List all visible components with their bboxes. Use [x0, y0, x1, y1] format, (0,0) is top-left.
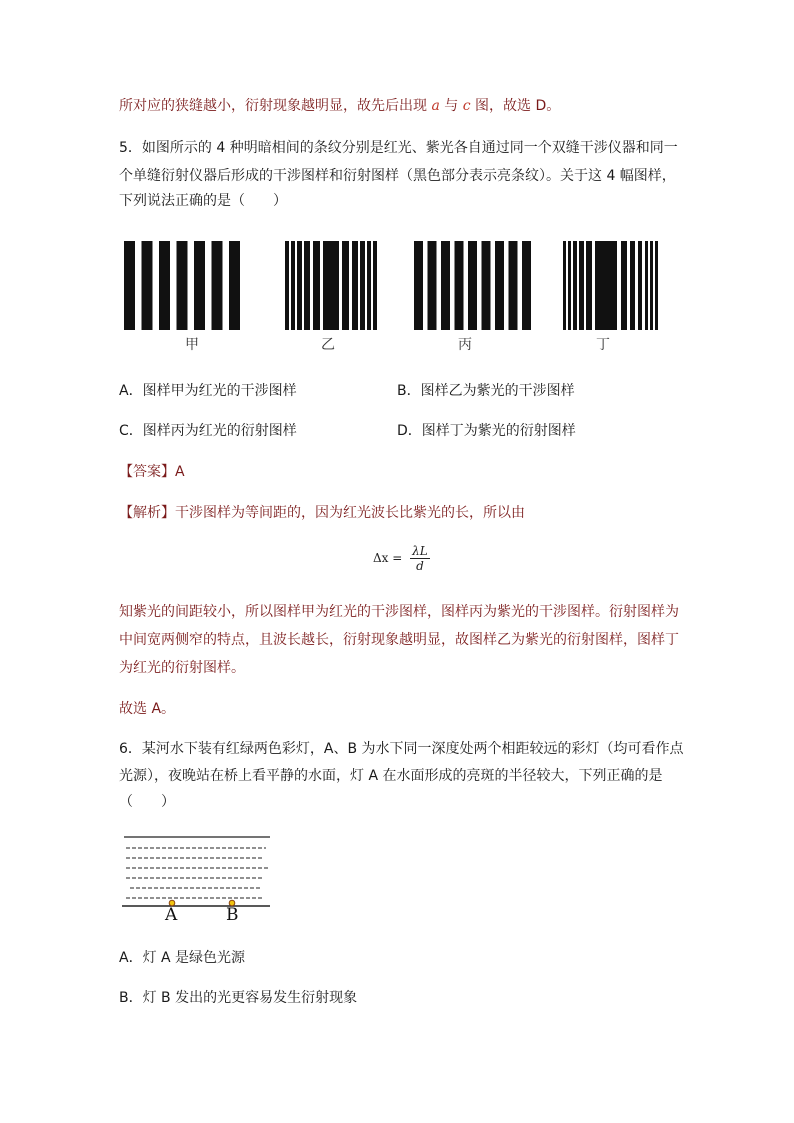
bright-fringe-bar: [124, 241, 135, 330]
figure-label-ding: 丁: [596, 337, 610, 353]
var-a: a: [431, 98, 440, 114]
river-lights-figure: [118, 828, 278, 908]
bright-fringe-bar: [313, 241, 320, 330]
bright-fringe-bar: [304, 241, 310, 330]
bright-fringe-bar: [428, 241, 437, 330]
formula-fraction: [410, 544, 430, 573]
pattern-jia: [124, 241, 240, 330]
q5-answer: [119, 462, 185, 482]
figure-label-bing: 丙: [458, 337, 472, 353]
bright-fringe-bar: [194, 241, 205, 330]
q6-line-2: 光源），夜晚站在桥上看平静的水面，灯 A 在水面形成的亮斑的半径较大，下列正确的是: [119, 768, 663, 784]
q6-option-b: B．灯 B 发出的光更容易发生衍射现象: [119, 990, 358, 1006]
formula-numerator: λL: [412, 544, 428, 558]
bright-fringe-bar: [342, 241, 349, 330]
q5-conclusion: 故选 A。: [119, 701, 176, 717]
q5-line-3: 下列说法正确的是（ ）: [119, 193, 287, 209]
bright-fringe-bar: [482, 241, 491, 330]
bright-fringe-bar: [645, 241, 648, 330]
formula-denominator: d: [416, 559, 424, 573]
formula-lhs: Δx =: [373, 551, 403, 565]
pattern-ding: [563, 241, 658, 330]
answer-value: A: [175, 464, 185, 480]
bright-fringe-bar: [595, 241, 617, 330]
q5-analysis-line-3: 中间宽两侧窄的特点，且波长越长，衍射现象越明显，故图样乙为紫光的衍射图样，图样丁: [119, 632, 679, 648]
q6-option-a: A．灯 A 是绿色光源: [119, 950, 246, 966]
bright-fringe-bar: [297, 241, 302, 330]
prev-answer-text: 与: [439, 98, 463, 114]
bright-fringe-bar: [568, 241, 571, 330]
figure-label-yi: 乙: [321, 337, 335, 353]
bright-fringe-bar: [142, 241, 153, 330]
bright-fringe-bar: [630, 241, 635, 330]
q5-option-a: A．图样甲为红光的干涉图样: [119, 383, 297, 399]
bright-fringe-bar: [522, 241, 531, 330]
bright-fringe-bar: [229, 241, 240, 330]
bright-fringe-bar: [177, 241, 188, 330]
bright-fringe-bar: [586, 241, 592, 330]
q5-analysis-line-2: 知紫光的间距较小，所以图样甲为红光的干涉图样，图样丙为紫光的干涉图样。衍射图样为: [119, 604, 679, 620]
prev-answer-text: 图，故选 D。: [470, 98, 561, 114]
var-c: c: [462, 98, 471, 114]
bright-fringe-bar: [360, 241, 365, 330]
pattern-bing: [414, 241, 531, 330]
lamp-b-label: B: [226, 905, 239, 925]
bright-fringe-bar: [638, 241, 642, 330]
fringe-patterns-figure: [0, 0, 794, 360]
bright-fringe-bar: [495, 241, 504, 330]
delta-x-formula: [373, 544, 430, 573]
q5-line-2: 个单缝衍射仪器后形成的干涉图样和衍射图样（黑色部分表示亮条纹）。关于这 4 幅图样，: [119, 168, 676, 184]
bright-fringe-bar: [291, 241, 295, 330]
bright-fringe-bar: [468, 241, 477, 330]
bright-fringe-bar: [285, 241, 289, 330]
bright-fringe-bar: [367, 241, 371, 330]
bright-fringe-bar: [455, 241, 464, 330]
bright-fringe-bar: [441, 241, 450, 330]
q5-analysis-line-1: [119, 503, 525, 523]
bright-fringe-bar: [323, 241, 339, 330]
pattern-yi: [285, 241, 377, 330]
bright-fringe-bar: [573, 241, 577, 330]
bright-fringe-bar: [414, 241, 423, 330]
analysis-text: 干涉图样为等间距的，因为红光波长比紫光的长，所以由: [175, 505, 525, 521]
q6-line-1: 6．某河水下装有红绿两色彩灯，A、B 为水下同一深度处两个相距较远的彩灯（均可看作点: [119, 741, 684, 757]
bright-fringe-bar: [509, 241, 518, 330]
bright-fringe-bar: [650, 241, 653, 330]
lamp-a-label: A: [165, 905, 178, 925]
bright-fringe-bar: [655, 241, 658, 330]
bright-fringe-bar: [621, 241, 627, 330]
q5-analysis-line-4: 为红光的衍射图样。: [119, 660, 245, 676]
q5-line-1: 5．如图所示的 4 种明暗相间的条纹分别是红光、紫光各自通过同一个双缝干涉仪器和同一: [119, 140, 678, 156]
analysis-label: 【解析】: [119, 505, 175, 521]
bright-fringe-bar: [373, 241, 377, 330]
bright-fringe-bar: [579, 241, 584, 330]
q5-option-d: D．图样丁为紫光的衍射图样: [397, 423, 576, 439]
bright-fringe-bar: [159, 241, 170, 330]
prev-answer-text: 所对应的狭缝越小，衍射现象越明显，故先后出现: [119, 98, 432, 114]
q5-option-c: C．图样丙为红光的衍射图样: [119, 423, 297, 439]
figure-label-jia: 甲: [185, 337, 199, 353]
q6-line-3: （ ）: [119, 794, 175, 810]
q5-option-b: B．图样乙为紫光的干涉图样: [397, 383, 575, 399]
bright-fringe-bar: [212, 241, 223, 330]
bright-fringe-bar: [563, 241, 566, 330]
bright-fringe-bar: [352, 241, 358, 330]
answer-label: 【答案】: [119, 464, 175, 480]
